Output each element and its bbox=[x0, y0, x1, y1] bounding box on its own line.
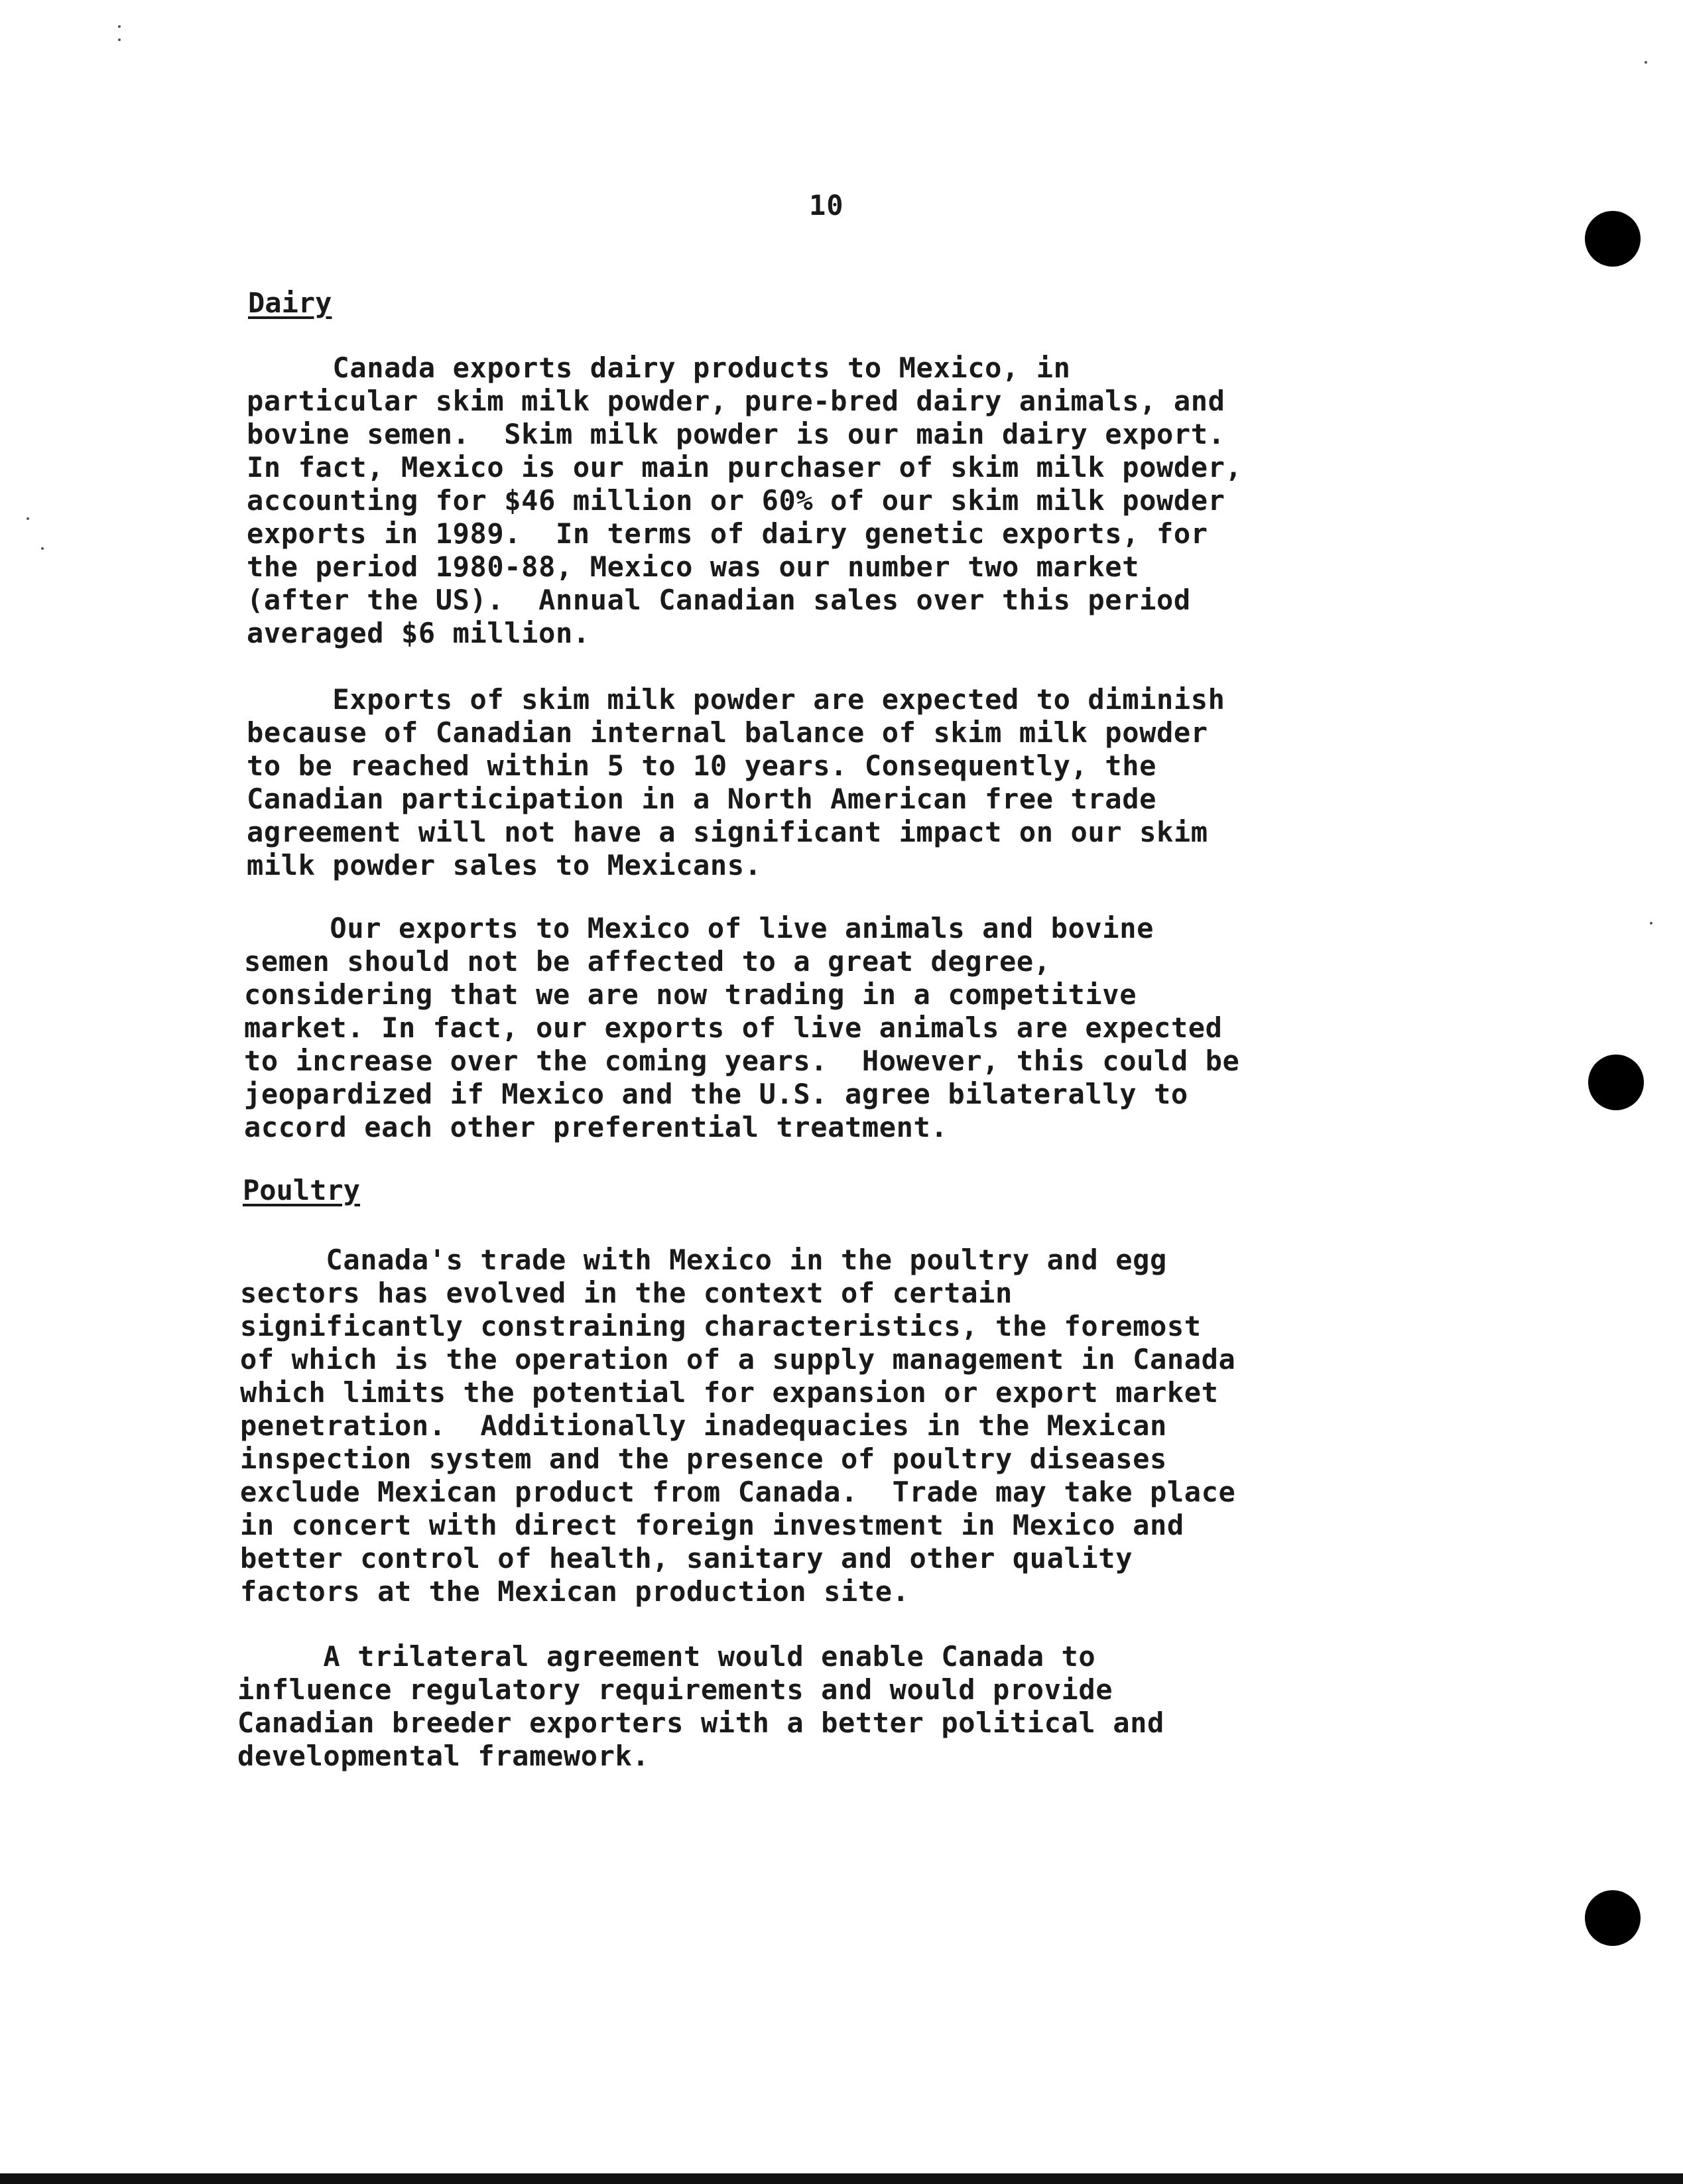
scan-speck bbox=[27, 517, 29, 520]
scan-speck bbox=[41, 547, 44, 550]
dairy-paragraph-1: Canada exports dairy products to Mexico, in particular skim milk powder, pure-bred dairy animals, and bovine semen. Skim milk powder is our main dairy export. In fact, Mexico is our main purchaser of skim milk powder, accounting for $46 million or 60% of our skim milk powder exports in 1989. In terms of dairy genetic exports, for the period 1980-88, Mexico was our number two market (after the US). Annual Canadian sales over this period averaged $6 million. bbox=[247, 352, 1243, 649]
scan-speck bbox=[1645, 61, 1647, 64]
poultry-paragraph-1: Canada's trade with Mexico in the poultry and egg sectors has evolved in the context of certain significantly constraining characteristics, the foremost of which is the operation of a supply management in Canada which limits the potential for expansion or export market penetration. Additionally inadequacies in the Mexican inspection system and the presence of poultry diseases exclude Mexican product from Canada. Trade may take place in concert with direct foreign investment in Mexico and better control of health, sanitary and other quality factors at the Mexican production site. bbox=[240, 1244, 1236, 1608]
section-heading-dairy: Dairy bbox=[248, 287, 332, 319]
punch-hole-bottom bbox=[1585, 1890, 1641, 1946]
scan-speck bbox=[118, 25, 121, 28]
punch-hole-middle bbox=[1588, 1055, 1644, 1110]
scan-bottom-edge bbox=[0, 2173, 1683, 2184]
dairy-paragraph-2: Exports of skim milk powder are expected to diminish because of Canadian internal balance of skim milk powder to be reached within 5 to 10 years. Consequently, the Canadian participation in a North American free trade agreement will not have a significant impact on our skim milk powder sales to Mexicans. bbox=[247, 683, 1225, 881]
section-heading-poultry: Poultry bbox=[243, 1174, 361, 1206]
page-number: 10 bbox=[809, 189, 844, 222]
scan-speck bbox=[118, 38, 121, 41]
punch-hole-top bbox=[1585, 211, 1641, 267]
scan-speck bbox=[1650, 922, 1652, 925]
poultry-paragraph-2: A trilateral agreement would enable Canada to influence regulatory requirements and would provide Canadian breeder exporters with a better political and developmental framework. bbox=[237, 1640, 1164, 1772]
dairy-paragraph-3: Our exports to Mexico of live animals and bovine semen should not be affected to a great degree, considering that we are now trading in a competitive market. In fact, our exports of live animals are expected to increase over the coming years. However, this could be jeopardized if Mexico and the U.S. agree bilaterally to accord each other preferential treatment. bbox=[244, 912, 1240, 1143]
